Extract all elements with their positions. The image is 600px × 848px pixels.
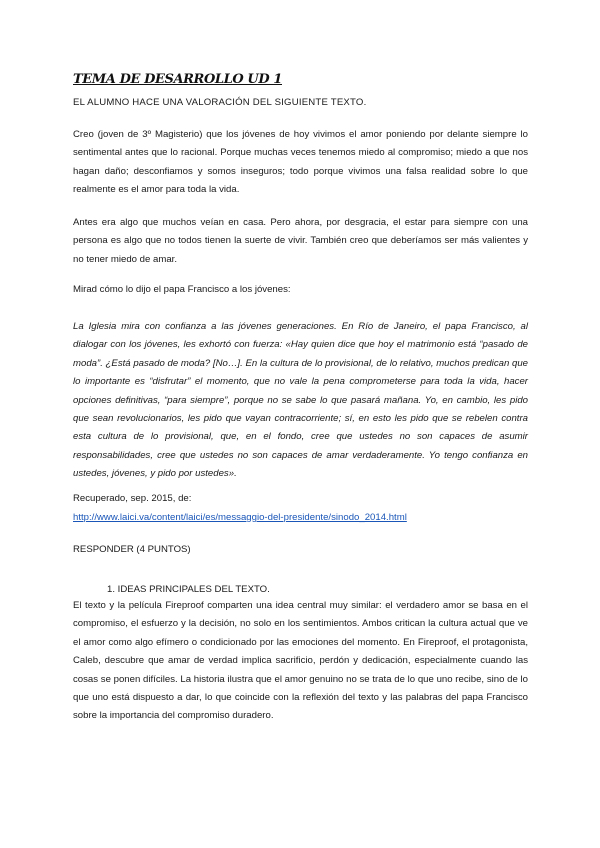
document-title: TEMA DE DESARROLLO UD 1: [73, 72, 282, 87]
source-link[interactable]: http://www.laici.va/content/laici/es/messaggio-del-presidente/sinodo_2014.html: [73, 512, 407, 523]
source-label: Recuperado, sep. 2015, de:: [73, 493, 192, 504]
paragraph-opinion: Creo (joven de 3º Magisterio) que los jóvenes de hoy vivimos el amor poniendo por delante siempre lo sentimental antes que lo racional. Porque muchas veces tenemos miedo al compromiso; miedo a que nos hagan daño; desconfiamos y somos inseguros; todo porque vivimos una falsa realidad sobre lo que realmente es el amor para toda la vida.: [73, 129, 528, 196]
document-subtitle: EL ALUMNO HACE UNA VALORACIÓN DEL SIGUIENTE TEXTO.: [73, 97, 367, 108]
answer-paragraph: El texto y la película Fireproof comparten una idea central muy similar: el verdadero amor se basa en el compromiso, el esfuerzo y la decisión, no solo en los sentimientos. Ambos critican la cultura actual que ve el amor como algo efímero o condicionado por las emociones del momento. En Fireproof, el protagonista, Caleb, descubre que amar de verdad implica sacrificio, perdón y dedicación, especialmente cuando las cosas se ponen difíciles. La historia ilustra que el amor genuino no se trata de lo que uno recibe, sino de lo que uno está dispuesto a dar, lo que coincide con la reflexión del texto y las palabras del papa Francisco sobre la importancia del compromiso duradero.: [73, 600, 528, 722]
pope-quote: La Iglesia mira con confianza a las jóvenes generaciones. En Río de Janeiro, el papa Francisco, al dialogar con los jóvenes, les exhortó con fuerza: «Hay quien dice que hoy el matrimonio está “pasado de moda”. ¿Está pasado de moda? [No…]. En la cultura de lo provisional, de lo relativo, muchos predican que lo importante es “disfrutar” el momento, que no vale la pena comprometerse para toda la vida, hacer opciones definitivas, “para siempre”, porque no se sabe lo que pasará mañana. Yo, en cambio, les pido que sean revolucionarios, les pido que vayan contracorriente; sí, en esto les pido que se rebelen contra esta cultura de lo provisional, que, en el fondo, cree que ustedes no son capaces de asumir responsabilidades, cree que ustedes no son capaces de amar verdaderamente. Yo tengo confianza en ustedes, jóvenes, y pido por ustedes».: [73, 321, 528, 480]
respond-heading: RESPONDER (4 PUNTOS): [73, 544, 191, 555]
quote-intro: Mirad cómo lo dijo el papa Francisco a los jóvenes:: [73, 284, 291, 295]
section-heading-main-ideas: 1. IDEAS PRINCIPALES DEL TEXTO.: [107, 584, 270, 595]
paragraph-before: Antes era algo que muchos veían en casa. Pero ahora, por desgracia, el estar para siempre con una persona es algo que no todos tienen la suerte de vivir. También creo que deberíamos ser más valientes y no tener miedo de amar.: [73, 217, 528, 265]
